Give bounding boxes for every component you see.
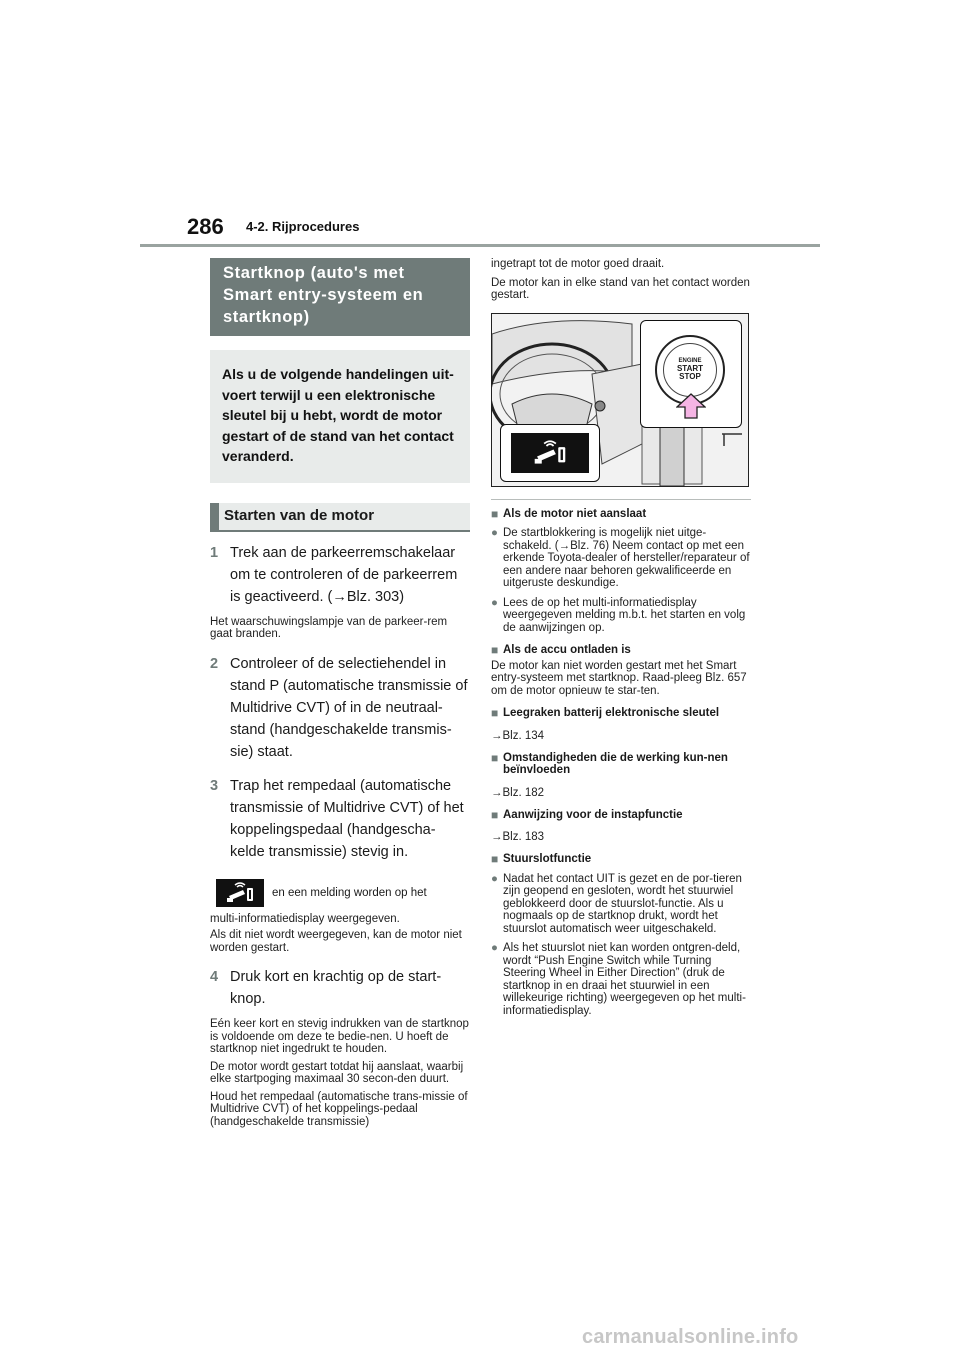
page-reference: →Blz. 134: [491, 729, 545, 742]
square-bullet-icon: ■: [491, 852, 499, 866]
brake-pedal-indicator-icon: [216, 879, 264, 907]
bullet-text: Als het stuurslot niet kan worden ontgren-deld, wordt “Push Engine Switch while Turning Steering Wheel in Either Direction” (druk de startknop in en draai het stuurwiel in een willekeurige richting) weergegeven op het multi-informatiedisplay.: [503, 942, 746, 1017]
left-column: [210, 258, 470, 1128]
right-column: [491, 258, 751, 1017]
button-label-start: START: [676, 364, 704, 373]
step-4: [210, 966, 470, 1010]
bullet-item: [491, 597, 751, 635]
button-label-stop: STOP: [679, 372, 701, 381]
intro-box: Als u de volgende handelingen uit-voert terwijl u een elektronische sleutel bij u hebt, wordt de motor gestart of de stand van het contact veranderd.: [210, 350, 470, 483]
bullet-item: [491, 942, 751, 1017]
circle-bullet-icon: ●: [491, 872, 498, 885]
heading-text: Leegraken batterij elektronische sleutel: [503, 707, 720, 719]
step-text: Druk kort en krachtig op de start-knop.: [230, 969, 442, 1007]
paragraph: De motor kan niet worden gestart met het Smart entry-systeem met startknop. Raad-pleeg Blz. 657 om de motor opnieuw te star-ten.: [491, 659, 747, 697]
press-arrow-icon: [676, 393, 706, 419]
subheading-rule: [210, 530, 470, 532]
continued-text: De motor kan in elke stand van het contact worden gestart.: [491, 276, 750, 301]
title-line-2: Smart entry-systeem en: [223, 286, 424, 304]
bullet-item: [491, 527, 751, 590]
title-box: [210, 258, 470, 336]
circle-bullet-icon: ●: [491, 942, 498, 954]
header-rule: [140, 244, 820, 247]
title-line-3: startknop): [223, 308, 310, 326]
display-indicator-icon: [511, 433, 589, 473]
divider: [491, 499, 751, 500]
note: De motor wordt gestart totdat hij aanslaat, waarbij elke startpoging maximaal 30 secon-den duurt.: [210, 1060, 464, 1085]
square-bullet-icon: ■: [491, 506, 499, 521]
dashboard-illustration: [491, 313, 749, 487]
square-bullet-icon: ■: [491, 750, 499, 765]
indicator-row: [210, 879, 470, 907]
indicator-text: en een melding worden op het: [272, 886, 427, 899]
button-label-engine: ENGINE: [678, 358, 702, 364]
page-reference: →Blz. 183: [491, 831, 545, 843]
step-number: 1: [210, 544, 219, 561]
start-button-zoom: [640, 320, 742, 428]
note: Houd het rempedaal (automatische trans-missie of Multidrive CVT) of het koppelings-pedaal (handgeschakelde transmissie): [210, 1090, 468, 1128]
step-number: 2: [210, 655, 219, 672]
watermark: carmanualsonline.info: [582, 1326, 799, 1348]
display-zoom: [500, 424, 600, 482]
step-number: 4: [210, 969, 219, 985]
heading-text: Omstandigheden die de werking kun-nen beïnvloeden: [503, 751, 728, 776]
heading-text: Als de accu ontladen is: [503, 644, 631, 656]
heading-engine-not-start: [491, 508, 751, 521]
continued-text: ingetrapt tot de motor goed draait.: [491, 258, 665, 270]
step-1: [210, 542, 470, 608]
button-face: [663, 343, 717, 397]
circle-bullet-icon: ●: [491, 596, 498, 609]
bullet-item: [491, 873, 751, 936]
heading-text: Stuurslotfunctie: [503, 853, 592, 865]
bullet-text: De startblokkering is mogelijk niet uitge-schakeld. (→Blz. 76) Neem contact op met een erkende Toyota-dealer of hersteller/reparateur of een andere naar behoren gekwalificeerde en uitgeruste deskundige.: [503, 527, 750, 589]
note: Het waarschuwingslampje van de parkeer-rem gaat branden.: [210, 615, 448, 640]
heading-steering-lock: [491, 853, 751, 866]
bullet-text: Nadat het contact UIT is gezet en de por-tieren zijn geopend en gesloten, wordt het stuurwiel geblokkeerd door de stuurslot-functie. Als u nogmaals op de startknop drukt, wordt het stuurslot automatisch weer uitgeschakeld.: [503, 872, 742, 935]
step-text: Controleer of de selectiehendel in stand P (automatische transmissie of Multidrive CVT) of in de neutraal-stand (handgeschakelde transmis-sie) staat.: [230, 655, 468, 760]
square-bullet-icon: ■: [491, 706, 499, 720]
subheading: Starten van de motor: [210, 503, 470, 530]
step-3: [210, 775, 470, 863]
page-number: 286: [187, 214, 224, 239]
heading-battery: [491, 644, 751, 657]
page-reference: →Blz. 182: [491, 786, 545, 799]
step-text: Trek aan de parkeerremschakelaar om te controleren of de parkeerrem is geactiveerd. (→Blz. 303): [230, 544, 458, 605]
note: multi-informatiedisplay weergegeven.: [210, 912, 400, 925]
circle-bullet-icon: ●: [491, 527, 498, 539]
section-title: 4-2. Rijprocedures: [246, 219, 360, 234]
step-text: Trap het rempedaal (automatische transmissie of Multidrive CVT) of het koppelingspedaal (handgescha-kelde transmissie) stevig in.: [230, 777, 464, 860]
square-bullet-icon: ■: [491, 807, 499, 822]
heading-conditions: [491, 752, 751, 777]
title-line-1: Startknop (auto's met: [223, 264, 405, 282]
step-number: 3: [210, 777, 219, 794]
note: Eén keer kort en stevig indrukken van de startknop is voldoende om deze te bedie-nen. U hoeft de startknop niet ingedrukt te houden.: [210, 1018, 469, 1055]
heading-entry-function: [491, 809, 751, 822]
heading-key-battery: [491, 707, 751, 720]
note: Als dit niet wordt weergegeven, kan de motor niet worden gestart.: [210, 929, 462, 954]
step-2: [210, 653, 470, 763]
heading-text: Als de motor niet aanslaat: [503, 507, 647, 520]
heading-text: Aanwijzing voor de instapfunctie: [503, 808, 683, 821]
square-bullet-icon: ■: [491, 643, 499, 657]
bullet-text: Lees de op het multi-informatiedisplay weergegeven melding m.b.t. het starten en volg de aanwijzingen op.: [503, 596, 746, 634]
